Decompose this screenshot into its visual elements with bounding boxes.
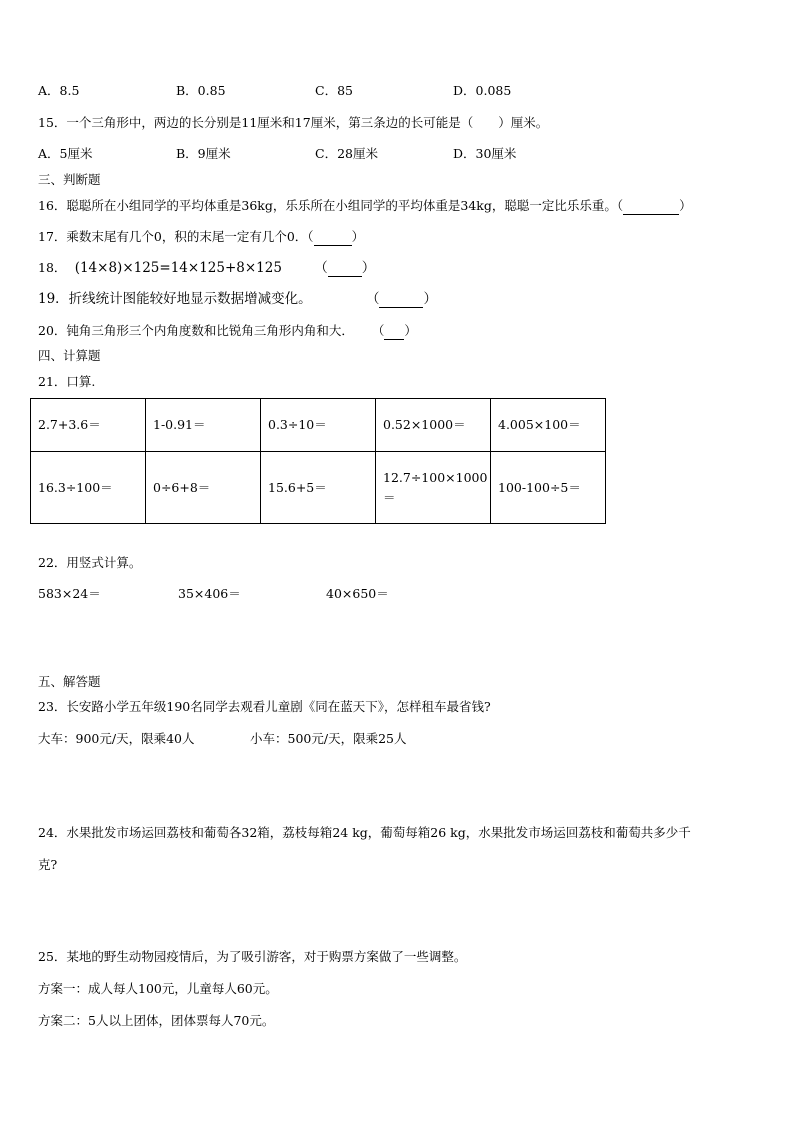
q18-expression: (14×8)×125=14×125+8×125 — [74, 260, 282, 276]
q19-open: （ — [365, 291, 380, 307]
calc-cell[interactable]: 100-100÷5＝ — [491, 452, 606, 524]
q17-close: ） — [351, 229, 365, 244]
table-row — [31, 452, 606, 524]
q21-title: 21．口算. — [38, 374, 96, 389]
q18-text — [38, 260, 375, 277]
calc-cell[interactable]: 0.3÷10＝ — [261, 399, 376, 452]
q22-item-2: 35×406＝ — [178, 586, 241, 601]
q16-statement: 16．聪聪所在小组同学的平均体重是36kg，乐乐所在小组同学的平均体重是34kg，聪聪一定比乐乐重。（ — [38, 198, 624, 213]
table-row — [31, 399, 606, 452]
q25-plan-1: 方案一：成人每人100元，儿童每人60元。 — [38, 981, 278, 996]
q18-number: 18． — [38, 260, 67, 275]
q18-open: （ — [314, 260, 328, 276]
q19-statement: 19．折线统计图能较好地显示数据增减变化。 — [38, 291, 312, 307]
q17-statement: 17．乘数末尾有几个0，积的末尾一定有几个0．（ — [38, 229, 314, 244]
q20-statement: 20．钝角三角形三个内角度数和比锐角三角形内角和大． — [38, 323, 354, 338]
q24-line-2: 克? — [38, 857, 58, 872]
calc-cell[interactable]: 15.6+5＝ — [261, 452, 376, 524]
q15-option-a: A．5厘米 — [38, 146, 93, 161]
q17-answer-blank[interactable] — [314, 229, 352, 246]
q19-text — [38, 291, 437, 308]
q15-option-c: C．28厘米 — [315, 146, 378, 161]
q25-text: 25．某地的野生动物园疫情后，为了吸引游客，对于购票方案做了一些调整。 — [38, 949, 467, 964]
section-4-heading: 四、计算题 — [38, 348, 101, 363]
calc-cell[interactable]: 0÷6+8＝ — [146, 452, 261, 524]
q24-line-1: 24．水果批发市场运回荔枝和葡萄各32箱，荔枝每箱24 kg，葡萄每箱26 kg，水果批发市场运回荔枝和葡萄共多少千 — [38, 825, 691, 840]
q14-option-a: A．8.5 — [38, 83, 80, 98]
q20-close: ） — [404, 323, 417, 338]
q15-text: 15．一个三角形中，两边的长分别是11厘米和17厘米，第三条边的长可能是（ ）厘米。 — [38, 115, 549, 130]
q15-option-b: B．9厘米 — [176, 146, 231, 161]
calc-cell[interactable]: 0.52×1000＝ — [376, 399, 491, 452]
q20-open: （ — [371, 323, 385, 338]
q16-text — [38, 198, 692, 215]
q22-title: 22．用竖式计算。 — [38, 555, 142, 570]
section-3-heading: 三、判断题 — [38, 172, 101, 187]
q25-plan-2: 方案二：5人以上团体，团体票每人70元。 — [38, 1013, 275, 1028]
q15-option-d: D．30厘米 — [453, 146, 517, 161]
q19-answer-blank[interactable] — [379, 291, 423, 308]
q18-close: ） — [361, 260, 376, 276]
calc-cell[interactable]: 16.3÷100＝ — [31, 452, 146, 524]
q14-option-c: C．85 — [315, 83, 353, 98]
calc-cell[interactable]: 2.7+3.6＝ — [31, 399, 146, 452]
q16-close: ） — [679, 198, 692, 213]
calc-cell[interactable]: 4.005×100＝ — [491, 399, 606, 452]
q20-answer-blank[interactable] — [384, 323, 404, 340]
q22-item-1: 583×24＝ — [38, 586, 101, 601]
q20-text — [38, 323, 417, 340]
calc-cell[interactable]: 12.7÷100×1000＝ — [376, 452, 491, 524]
q16-answer-blank[interactable] — [623, 198, 679, 215]
q18-answer-blank[interactable] — [328, 260, 362, 277]
q14-option-d: D．0.085 — [453, 83, 512, 98]
q14-option-b: B．0.85 — [176, 83, 226, 98]
section-5-heading: 五、解答题 — [38, 674, 101, 689]
q21-oral-calc-table — [30, 398, 606, 524]
q19-close: ） — [423, 291, 437, 307]
calc-cell[interactable]: 1-0.91＝ — [146, 399, 261, 452]
q22-item-3: 40×650＝ — [326, 586, 389, 601]
q17-text — [38, 229, 364, 246]
q23-text: 23．长安路小学五年级190名同学去观看儿童剧《同在蓝天下》，怎样租车最省钱? — [38, 699, 491, 714]
q23-big-bus: 大车：900元/天，限乘40人 — [38, 731, 195, 746]
q23-small-bus: 小车：500元/天，限乘25人 — [250, 731, 407, 746]
